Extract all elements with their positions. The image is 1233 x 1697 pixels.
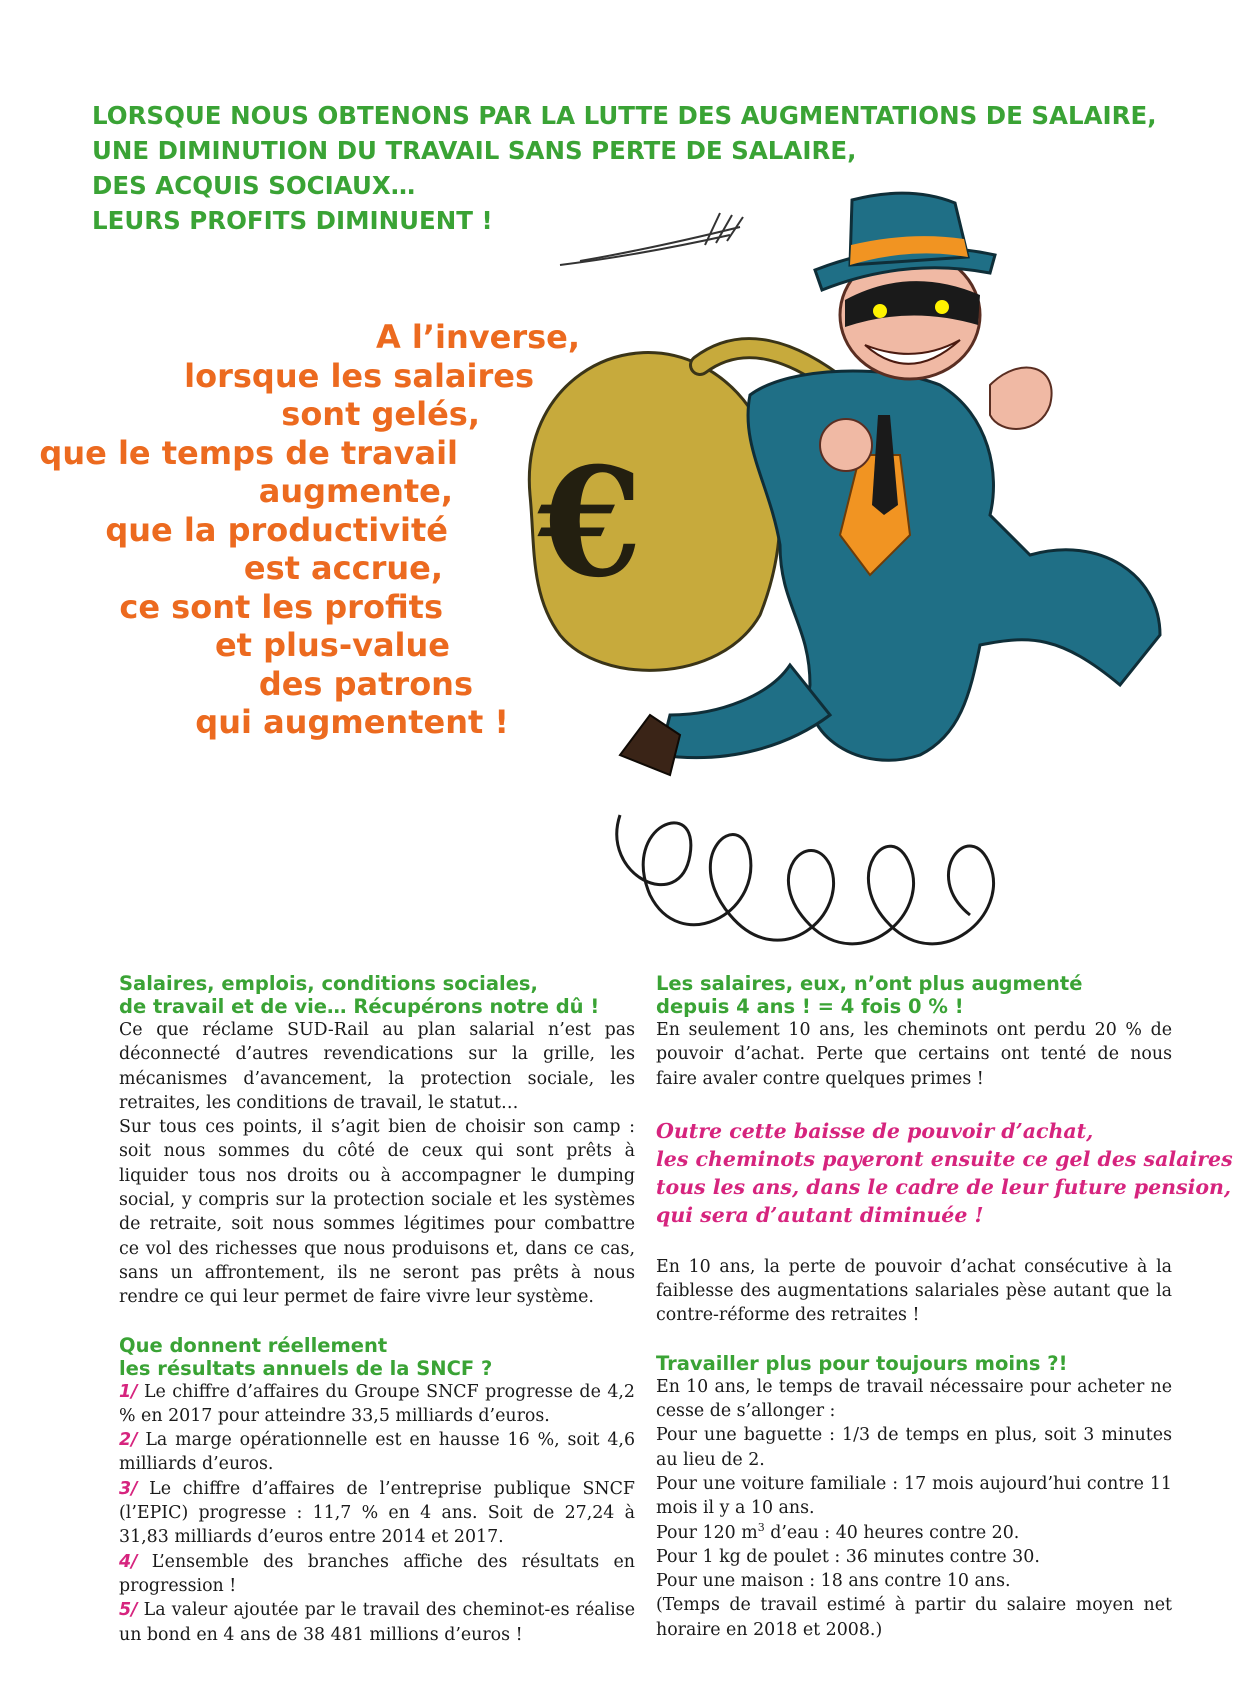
inverse-statement — [39, 318, 580, 742]
item-number: 5/ — [119, 1600, 138, 1621]
quote-line: Outre cette baisse de pouvoir d’achat, — [656, 1118, 1094, 1143]
list-item — [656, 1521, 1172, 1545]
item-text: La valeur ajoutée par le travail des cheminot-es réalise un bond en 4 ans de 38 481 millions d’euros ! — [119, 1600, 636, 1645]
headline-line: UNE DIMINUTION DU TRAVAIL SANS PERTE DE SALAIRE, — [92, 136, 857, 165]
inverse-line: sont gelés, — [281, 395, 480, 433]
headline-line: DES ACQUIS SOCIAUX… — [92, 171, 416, 200]
title-line: depuis 4 ans ! = 4 fois 0 % ! — [656, 995, 964, 1018]
inverse-line: A l’inverse, — [375, 318, 580, 356]
item-number: 3/ — [119, 1478, 138, 1499]
inverse-line: augmente, — [258, 472, 453, 510]
item-text: Le chiffre d’affaires du Groupe SNCF progresse de 4,2 % en 2017 pour atteindre 33,5 milliards d’euros. — [119, 1381, 635, 1426]
quote-line: qui sera d’autant diminuée ! — [656, 1202, 984, 1227]
list-item: (Temps de travail estimé à partir du salaire moyen net horaire en 2018 et 2008.) — [656, 1595, 1172, 1640]
list-item: Pour une voiture familiale : 17 mois aujourd’hui contre 11 mois il y a 10 ans. — [656, 1473, 1172, 1519]
paragraph: En seulement 10 ans, les cheminots ont perdu 20 % de pouvoir d’achat. Perte que certains ont tenté de nous faire avaler contre quelques primes ! — [656, 1020, 1172, 1089]
item-text: La marge opérationnelle est en hausse 16 %, soit 4,6 milliards d’euros. — [119, 1430, 636, 1475]
inverse-line: est accrue, — [243, 549, 443, 587]
item-number: 1/ — [119, 1381, 138, 1402]
section-title-resultats — [119, 1334, 635, 1380]
water-text: d’eau : 40 heures contre 20. — [764, 1522, 1020, 1543]
list-item — [119, 1428, 635, 1477]
paragraph: Sur tous ces points, il s’agit bien de choisir son camp : soit nous sommes du côté de ceux qui sont prêts à liquider tous nos droits ou à accompagner le dumping social, y compris sur la protection sociale et les systèmes de retraite, soit nous sommes légitimes pour combattre ce vol des richesses que nous produisons et, dans ce cas, sans un affrontement, ils ne seront pas prêts à nous rendre ce qui leur permet de faire vivre leur système. — [119, 1117, 635, 1308]
inverse-line: que le temps de travail — [39, 433, 458, 472]
highlight-quote — [656, 1117, 1233, 1229]
inverse-line: des patrons — [258, 664, 473, 703]
list-item — [119, 1380, 635, 1429]
left-column — [119, 972, 635, 1647]
title-line: les résultats annuels de la SNCF ? — [119, 1356, 493, 1380]
inverse-line: lorsque les salaires — [184, 356, 534, 395]
inverse-line: ce sont les profits — [119, 587, 443, 626]
item-number: 4/ — [119, 1551, 138, 1572]
paragraph: Ce que réclame SUD-Rail au plan salarial n’est pas déconnecté d’autres revendications sur la grille, les mécanismes d’avancement, la protection sociale, les retraites, les conditions de travail, le statut… — [119, 1020, 635, 1113]
quote-line: tous les ans, dans le cadre de leur future pension, — [656, 1174, 1232, 1199]
quote-line: les cheminots payeront ensuite ce gel des salaires — [656, 1146, 1233, 1171]
cube-exponent: 3 — [757, 1520, 765, 1534]
item-text: Le chiffre d’affaires de l’entreprise publique SNCF (l’EPIC) progresse : 11,7 % en 4 ans. Soit de 27,24 à 31,83 milliards d’euros entre 2014 et 2017. — [119, 1478, 636, 1548]
headline-line: LEURS PROFITS DIMINUENT ! — [92, 206, 493, 235]
section-title-travailler: Travailler plus pour toujours moins ?! — [656, 1351, 1068, 1375]
euro-symbol: € — [538, 435, 643, 611]
paragraph: En 10 ans, la perte de pouvoir d’achat consécutive à la faiblesse des augmentations salariales pèse autant que la contre-réforme des retraites ! — [656, 1256, 1172, 1326]
item-text: L’ensemble des branches affiche des résultats en progression ! — [119, 1551, 635, 1596]
list-item — [119, 1598, 635, 1647]
right-column — [656, 972, 1233, 1642]
running-scribble — [617, 815, 994, 944]
title-line: Que donnent réellement — [119, 1333, 388, 1357]
list-item: Pour une baguette : 1/3 de temps en plus, soit 3 minutes au lieu de 2. — [656, 1425, 1172, 1470]
thief-illustration — [538, 215, 1200, 985]
title-line: Salaires, emplois, conditions sociales, — [119, 972, 538, 995]
inverse-line: et plus-value — [214, 626, 450, 664]
item-number: 2/ — [119, 1430, 138, 1451]
motion-lines — [560, 213, 743, 265]
title-line: de travail et de vie… Récupérons notre dû ! — [119, 995, 600, 1018]
list-item: Pour 1 kg de poulet : 36 minutes contre 30. — [656, 1546, 1040, 1567]
list-item — [119, 1550, 635, 1599]
list-item — [119, 1477, 635, 1550]
headline-line: LORSQUE NOUS OBTENONS PAR LA LUTTE DES AUGMENTATIONS DE SALAIRE, — [92, 101, 1157, 130]
inverse-line: que la productivité — [105, 510, 448, 549]
inverse-line: qui augmentent ! — [195, 703, 509, 741]
paragraph: En 10 ans, le temps de travail nécessaire pour acheter ne cesse de s’allonger : — [656, 1376, 1172, 1422]
section-title-salaires — [119, 972, 635, 1018]
title-line: Les salaires, eux, n’ont plus augmenté — [656, 972, 1083, 995]
section-title-gel — [656, 972, 1172, 1018]
water-text: Pour 120 m — [656, 1522, 758, 1543]
list-item: Pour une maison : 18 ans contre 10 ans. — [656, 1571, 1011, 1592]
